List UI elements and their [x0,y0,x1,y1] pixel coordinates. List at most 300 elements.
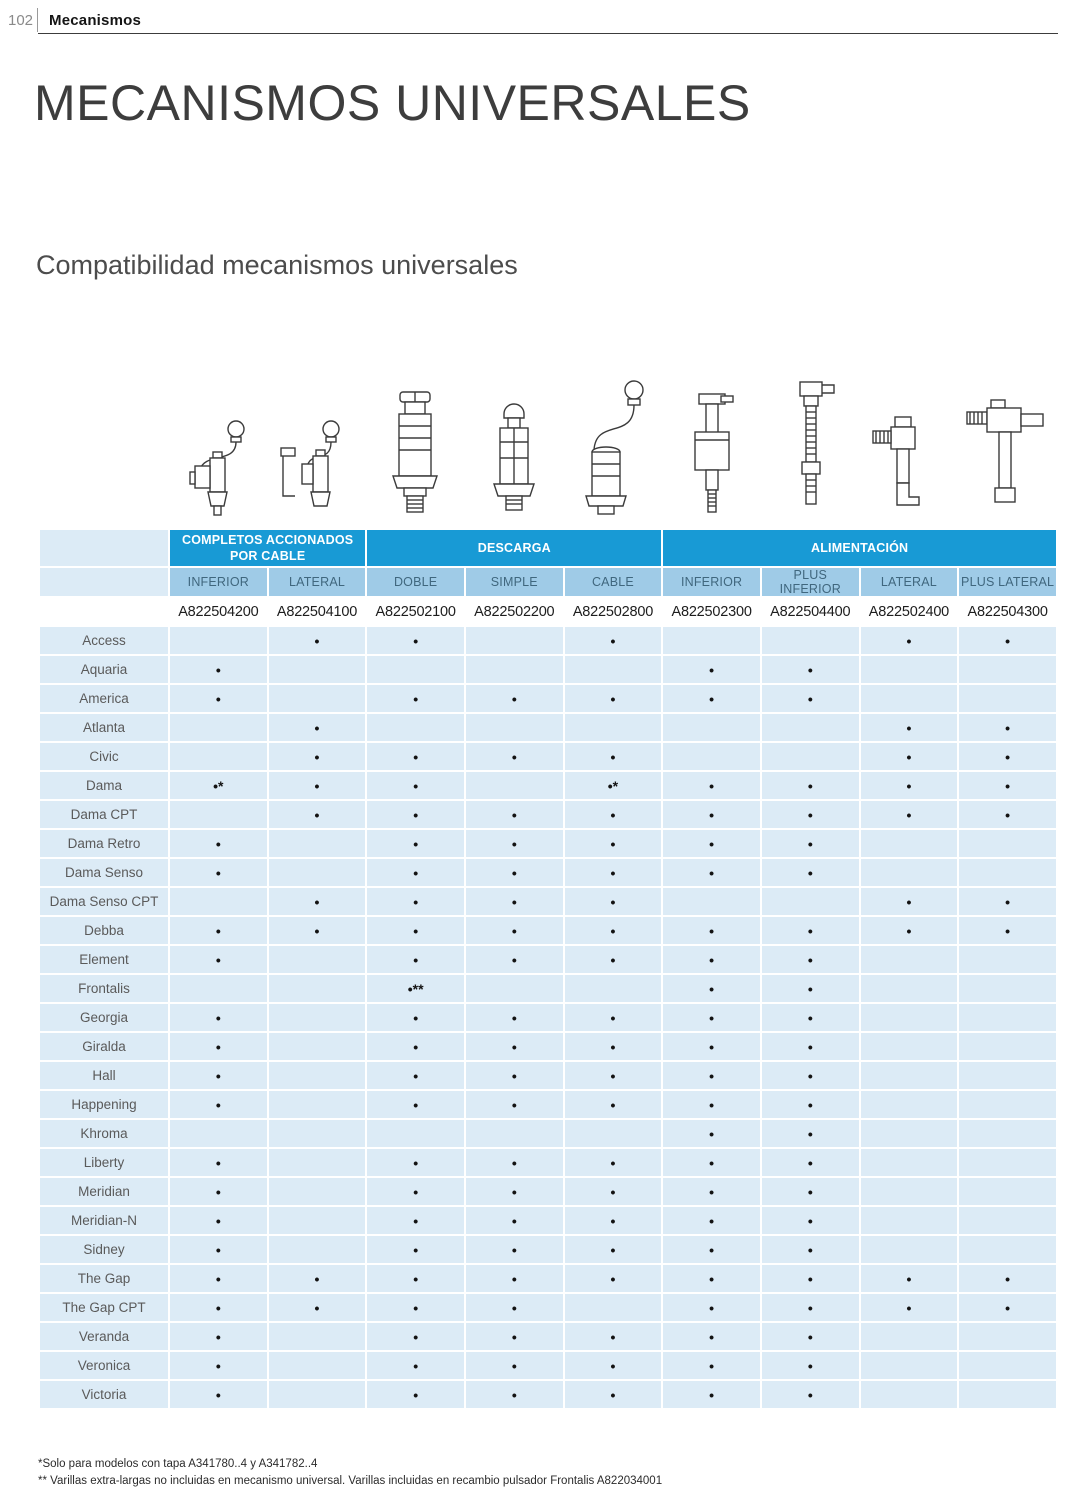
compatibility-empty [958,829,1057,858]
model-name: The Gap [39,1264,169,1293]
compatibility-dot: • [268,742,367,771]
section-title: Mecanismos [49,11,142,29]
compatibility-dot: • [465,1177,564,1206]
drawing-slot [959,398,1058,518]
compatibility-dot: • [169,1293,268,1322]
table-row [39,1090,1057,1119]
compatibility-empty [268,1061,367,1090]
model-name: Veronica [39,1351,169,1380]
compatibility-dot: • [662,916,761,945]
compatibility-dot: • [662,1235,761,1264]
compatibility-dot: • [860,916,959,945]
column-header: INFERIOR [169,567,268,597]
table-row [39,829,1057,858]
page-number: 102 [8,11,34,29]
column-group-header: COMPLETOS ACCIONADOS POR CABLE [169,529,366,567]
model-name: Victoria [39,1380,169,1409]
column-header-row [39,567,1057,597]
compatibility-empty [268,684,367,713]
compatibility-dot: • [761,1351,860,1380]
compatibility-empty [958,1119,1057,1148]
column-header: CABLE [564,567,663,597]
table-row [39,1235,1057,1264]
compatibility-dot: • [761,800,860,829]
table-row [39,858,1057,887]
compatibility-empty [268,1351,367,1380]
drawing-slot [761,378,860,518]
table-row [39,1003,1057,1032]
compatibility-dot: • [564,1148,663,1177]
compatibility-empty [860,1090,959,1119]
reference-code: A822502200 [465,597,564,626]
compatibility-dot: • [366,916,465,945]
compatibility-empty [958,1380,1057,1409]
compatibility-empty [268,1032,367,1061]
mechanism-drawing-alimentacion-inferior-icon [677,388,747,518]
model-name: Dama Retro [39,829,169,858]
compatibility-dot: • [761,1090,860,1119]
model-name: Atlanta [39,713,169,742]
compatibility-empty [169,742,268,771]
compatibility-empty [860,1380,959,1409]
compatibility-dot: • [465,1090,564,1119]
model-name: Dama Senso [39,858,169,887]
compatibility-dot: • [662,1148,761,1177]
column-group-header: ALIMENTACIÓN [662,529,1057,567]
compatibility-dot: • [169,916,268,945]
table-corner [39,597,169,626]
table-row [39,1206,1057,1235]
group-header-row [39,529,1057,567]
drawing-slot [366,388,465,518]
compatibility-empty [958,1177,1057,1206]
compatibility-dot: • [761,1119,860,1148]
reference-code: A822504200 [169,597,268,626]
compatibility-dot: • [761,858,860,887]
model-name: The Gap CPT [39,1293,169,1322]
compatibility-dot: • [761,1293,860,1322]
compatibility-dot: • [268,713,367,742]
compatibility-dot: • [169,1235,268,1264]
reference-code: A822502400 [860,597,959,626]
compatibility-empty [958,1206,1057,1235]
compatibility-dot: • [958,887,1057,916]
reference-row [39,597,1057,626]
compatibility-dot: •** [366,974,465,1003]
compatibility-dot: • [169,1061,268,1090]
compatibility-empty [958,1032,1057,1061]
compatibility-empty [662,742,761,771]
compatibility-table-wrap [38,528,1058,1410]
table-row [39,1061,1057,1090]
compatibility-dot: • [169,1322,268,1351]
compatibility-dot: • [564,1090,663,1119]
compatibility-dot: • [761,684,860,713]
compatibility-dot: • [366,1322,465,1351]
model-name: Sidney [39,1235,169,1264]
table-row [39,916,1057,945]
compatibility-dot: • [860,626,959,655]
table-row [39,1293,1057,1322]
compatibility-dot: • [761,1380,860,1409]
compatibility-dot: • [860,887,959,916]
table-row [39,1032,1057,1061]
compatibility-dot: • [761,1322,860,1351]
compatibility-dot: • [465,684,564,713]
compatibility-empty [268,655,367,684]
compatibility-empty [366,655,465,684]
compatibility-dot: • [366,1206,465,1235]
compatibility-empty [860,858,959,887]
compatibility-dot: • [761,771,860,800]
column-header: PLUS LATERAL [958,567,1057,597]
compatibility-dot: • [564,1003,663,1032]
compatibility-dot: • [366,1293,465,1322]
compatibility-dot: • [465,1003,564,1032]
compatibility-empty [958,655,1057,684]
table-row [39,1351,1057,1380]
compatibility-dot: • [268,1264,367,1293]
compatibility-empty [564,1119,663,1148]
compatibility-empty [268,1380,367,1409]
compatibility-dot: • [662,1061,761,1090]
table-row [39,713,1057,742]
compatibility-dot: • [169,1206,268,1235]
compatibility-dot: • [761,1061,860,1090]
compatibility-dot: • [662,1293,761,1322]
compatibility-empty [169,974,268,1003]
compatibility-dot: • [958,1264,1057,1293]
table-row [39,1119,1057,1148]
header-divider [37,8,38,32]
compatibility-dot: • [564,800,663,829]
compatibility-empty [860,1032,959,1061]
compatibility-dot: • [662,771,761,800]
compatibility-dot: • [662,1351,761,1380]
table-corner [39,567,169,597]
table-row [39,771,1057,800]
compatibility-dot: • [662,655,761,684]
column-header: LATERAL [268,567,367,597]
compatibility-empty [169,887,268,916]
compatibility-empty [268,1177,367,1206]
table-row [39,1264,1057,1293]
reference-code: A822502800 [564,597,663,626]
compatibility-dot: • [366,1235,465,1264]
compatibility-dot: • [366,1148,465,1177]
compatibility-empty [268,1003,367,1032]
model-name: America [39,684,169,713]
compatibility-dot: • [761,1264,860,1293]
compatibility-dot: • [366,945,465,974]
compatibility-dot: • [366,771,465,800]
compatibility-dot: • [564,829,663,858]
model-name: Khroma [39,1119,169,1148]
compatibility-dot: • [465,916,564,945]
column-header: SIMPLE [465,567,564,597]
compatibility-empty [860,1322,959,1351]
compatibility-dot: •* [564,771,663,800]
compatibility-dot: • [465,1264,564,1293]
compatibility-dot: • [564,1061,663,1090]
compatibility-dot: • [564,1235,663,1264]
compatibility-dot: • [564,1380,663,1409]
compatibility-empty [465,626,564,655]
column-header: PLUS INFERIOR [761,567,860,597]
compatibility-dot: • [564,684,663,713]
compatibility-dot: • [169,1264,268,1293]
compatibility-dot: • [662,800,761,829]
compatibility-dot: • [169,1032,268,1061]
compatibility-dot: • [465,887,564,916]
compatibility-dot: • [169,1148,268,1177]
compatibility-dot: • [662,1177,761,1206]
compatibility-empty [860,945,959,974]
compatibility-dot: • [761,916,860,945]
compatibility-dot: • [465,945,564,974]
model-name: Dama Senso CPT [39,887,169,916]
drawing-slot [465,400,564,518]
footnote-2: ** Varillas extra-largas no incluidas en mecanismo universal. Varillas incluidas en recambio pulsador Frontalis A822034001 [38,1474,663,1487]
compatibility-dot: • [366,1061,465,1090]
compatibility-dot: • [564,1351,663,1380]
compatibility-dot: • [761,1177,860,1206]
model-name: Meridian [39,1177,169,1206]
compatibility-dot: • [860,1293,959,1322]
compatibility-dot: • [761,655,860,684]
compatibility-dot: • [564,1322,663,1351]
compatibility-empty [958,974,1057,1003]
compatibility-dot: • [268,771,367,800]
model-name: Giralda [39,1032,169,1061]
compatibility-dot: • [564,945,663,974]
compatibility-empty [465,771,564,800]
model-name: Aquaria [39,655,169,684]
compatibility-dot: • [564,626,663,655]
compatibility-dot: • [564,1206,663,1235]
compatibility-dot: • [366,742,465,771]
model-name: Veranda [39,1322,169,1351]
table-row [39,742,1057,771]
table-row [39,800,1057,829]
model-name: Element [39,945,169,974]
compatibility-dot: • [958,742,1057,771]
compatibility-empty [860,1061,959,1090]
reference-code: A822504400 [761,597,860,626]
compatibility-empty [958,858,1057,887]
compatibility-empty [860,1177,959,1206]
compatibility-dot: • [268,916,367,945]
model-name: Hall [39,1061,169,1090]
table-row [39,945,1057,974]
column-header: DOBLE [366,567,465,597]
model-name: Meridian-N [39,1206,169,1235]
compatibility-dot: • [761,974,860,1003]
mechanism-drawing-descarga-doble-icon [380,388,450,518]
compatibility-empty [268,858,367,887]
compatibility-dot: • [761,829,860,858]
compatibility-dot: • [662,1032,761,1061]
compatibility-dot: • [662,1003,761,1032]
compatibility-empty [169,800,268,829]
compatibility-empty [761,713,860,742]
compatibility-empty [860,1148,959,1177]
compatibility-empty [268,1148,367,1177]
mechanism-drawing-descarga-cable-icon [566,378,661,518]
table-head [39,529,1057,626]
compatibility-empty [169,1119,268,1148]
footnotes [38,1456,662,1489]
compatibility-dot: • [860,1264,959,1293]
compatibility-dot: • [366,1003,465,1032]
product-drawings-row [168,356,1058,518]
compatibility-empty [860,1003,959,1032]
compatibility-empty [958,945,1057,974]
compatibility-empty [564,1293,663,1322]
compatibility-dot: • [169,829,268,858]
compatibility-empty [761,887,860,916]
compatibility-empty [564,974,663,1003]
compatibility-empty [268,945,367,974]
drawing-slot [662,388,761,518]
compatibility-dot: • [662,1090,761,1119]
table-row [39,684,1057,713]
compatibility-empty [662,887,761,916]
compatibility-empty [958,1351,1057,1380]
reference-code: A822502100 [366,597,465,626]
compatibility-dot: • [761,945,860,974]
column-group-header: DESCARGA [366,529,662,567]
compatibility-empty [860,684,959,713]
compatibility-dot: • [564,1032,663,1061]
compatibility-empty [958,1090,1057,1119]
compatibility-dot: • [465,1351,564,1380]
compatibility-dot: • [564,742,663,771]
compatibility-dot: • [465,1293,564,1322]
compatibility-dot: • [662,1119,761,1148]
compatibility-dot: • [366,626,465,655]
compatibility-empty [761,742,860,771]
compatibility-dot: • [860,742,959,771]
compatibility-dot: • [564,916,663,945]
model-name: Debba [39,916,169,945]
compatibility-dot: • [662,858,761,887]
column-header: LATERAL [860,567,959,597]
compatibility-dot: • [169,1177,268,1206]
compatibility-dot: • [860,800,959,829]
mechanism-drawing-completo-cable-lateral-icon [269,418,364,518]
compatibility-dot: • [662,1322,761,1351]
compatibility-dot: • [366,1032,465,1061]
compatibility-dot: • [169,1090,268,1119]
compatibility-dot: • [169,655,268,684]
compatibility-dot: • [169,1380,268,1409]
compatibility-dot: • [366,858,465,887]
compatibility-dot: • [465,858,564,887]
compatibility-empty [860,974,959,1003]
compatibility-dot: • [465,1061,564,1090]
drawing-slot [860,413,959,518]
compatibility-empty [465,713,564,742]
compatibility-empty [268,1119,367,1148]
model-name: Georgia [39,1003,169,1032]
compatibility-dot: • [465,1148,564,1177]
compatibility-dot: • [465,800,564,829]
compatibility-empty [564,655,663,684]
compatibility-dot: • [958,916,1057,945]
compatibility-empty [465,974,564,1003]
compatibility-empty [958,1061,1057,1090]
page-header [8,8,141,32]
model-name: Liberty [39,1148,169,1177]
compatibility-dot: • [366,1177,465,1206]
drawing-slot [168,418,267,518]
model-name: Frontalis [39,974,169,1003]
model-name: Happening [39,1090,169,1119]
compatibility-dot: • [366,684,465,713]
compatibility-dot: • [860,713,959,742]
model-name: Civic [39,742,169,771]
compatibility-dot: • [958,713,1057,742]
model-name: Dama [39,771,169,800]
mechanism-drawing-alimentacion-plus-inferior-icon [776,378,846,518]
column-header: INFERIOR [662,567,761,597]
compatibility-empty [268,1322,367,1351]
compatibility-dot: • [958,1293,1057,1322]
compatibility-dot: • [268,1293,367,1322]
table-row [39,1322,1057,1351]
mechanism-drawing-alimentacion-lateral-icon [865,413,955,518]
compatibility-dot: • [564,1264,663,1293]
compatibility-dot: • [169,858,268,887]
header-rule [38,33,1058,34]
drawing-slot [564,378,663,518]
compatibility-empty [860,1206,959,1235]
compatibility-dot: • [169,1351,268,1380]
compatibility-dot: • [662,1264,761,1293]
model-name: Dama CPT [39,800,169,829]
compatibility-dot: • [268,800,367,829]
table-row [39,1148,1057,1177]
compatibility-dot: • [366,1380,465,1409]
compatibility-empty [860,829,959,858]
compatibility-dot: • [366,1351,465,1380]
compatibility-dot: • [465,1322,564,1351]
compatibility-empty [662,626,761,655]
compatibility-empty [169,713,268,742]
compatibility-dot: • [169,684,268,713]
compatibility-dot: • [366,829,465,858]
compatibility-dot: • [465,1235,564,1264]
compatibility-empty [860,1235,959,1264]
compatibility-empty [268,1090,367,1119]
compatibility-dot: • [662,829,761,858]
reference-code: A822504100 [268,597,367,626]
compatibility-empty [958,1235,1057,1264]
table-row [39,626,1057,655]
compatibility-dot: • [958,800,1057,829]
mechanism-drawing-descarga-simple-icon [482,400,546,518]
compatibility-dot: • [268,626,367,655]
compatibility-dot: • [169,945,268,974]
compatibility-table [38,528,1058,1410]
drawing-slot [267,418,366,518]
compatibility-empty [958,1148,1057,1177]
table-row [39,974,1057,1003]
compatibility-dot: • [958,626,1057,655]
compatibility-dot: • [366,1090,465,1119]
compatibility-empty [268,829,367,858]
